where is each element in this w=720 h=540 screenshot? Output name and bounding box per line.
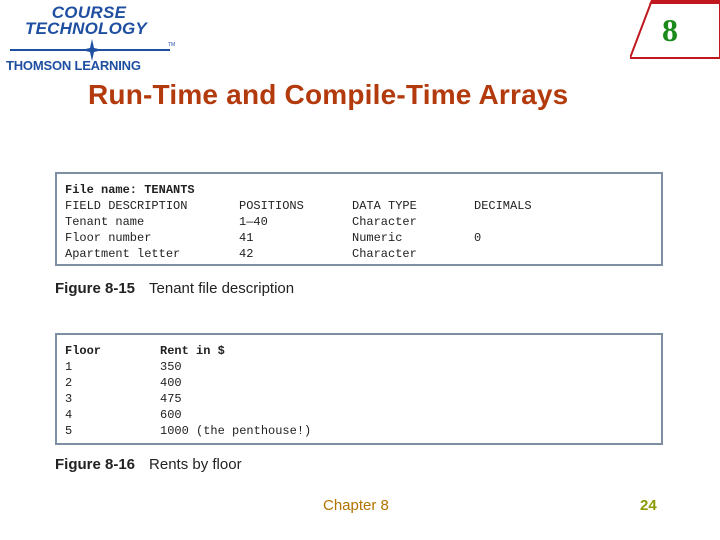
logo-trademark: TM (168, 42, 176, 48)
header-decimals: DECIMALS (474, 199, 532, 213)
header-positions: POSITIONS (239, 199, 304, 213)
rent-1: 350 (160, 360, 182, 374)
rent-3: 475 (160, 392, 182, 406)
row1-field: Tenant name (65, 215, 145, 229)
row2-field: Floor number (65, 231, 152, 245)
floor-1: 1 (65, 360, 73, 374)
figure-8-16-caption-text: Rents by floor (149, 456, 242, 473)
rent-2: 400 (160, 376, 182, 390)
header-rent: Rent in $ (160, 344, 225, 358)
logo-line-thomson: THOMSON LEARNING (6, 58, 141, 73)
course-technology-logo (6, 4, 186, 72)
figure-8-15-box (55, 172, 663, 266)
logo-line-course: COURSE (51, 3, 127, 22)
header-data-type: DATA TYPE (352, 199, 417, 213)
rent-5: 1000 (the penthouse!) (160, 424, 312, 438)
row1-data-type: Character (352, 215, 417, 229)
floor-2: 2 (65, 376, 73, 390)
chapter-badge-number: 8 (662, 12, 678, 48)
floor-5: 5 (65, 424, 73, 438)
rent-4: 600 (160, 408, 182, 422)
header-floor: Floor (65, 344, 102, 358)
floor-4: 4 (65, 408, 73, 422)
floor-3: 3 (65, 392, 73, 406)
row3-positions: 42 (239, 247, 254, 261)
row3-field: Apartment letter (65, 247, 181, 261)
slide-title: Run-Time and Compile-Time Arrays (88, 79, 569, 110)
row2-data-type: Numeric (352, 231, 403, 245)
figure-8-15-caption (55, 280, 294, 297)
footer-page-number: 24 (640, 497, 657, 514)
footer-chapter-label: Chapter 8 (323, 497, 389, 514)
figure-8-16-box (55, 333, 663, 445)
figure-8-16-caption-number: Figure 8-16 (55, 456, 136, 473)
file-name-line: File name: TENANTS (65, 183, 195, 197)
row2-decimals: 0 (474, 231, 482, 245)
figure-8-16-caption (55, 456, 242, 473)
header-field-description: FIELD DESCRIPTION (65, 199, 188, 213)
figure-8-15-caption-text: Tenant file description (149, 280, 295, 297)
row1-positions: 1—40 (239, 215, 268, 229)
logo-line-technology: TECHNOLOGY (25, 19, 147, 38)
row2-positions: 41 (239, 231, 254, 245)
figure-8-15-caption-number: Figure 8-15 (55, 280, 136, 297)
row3-data-type: Character (352, 247, 417, 261)
